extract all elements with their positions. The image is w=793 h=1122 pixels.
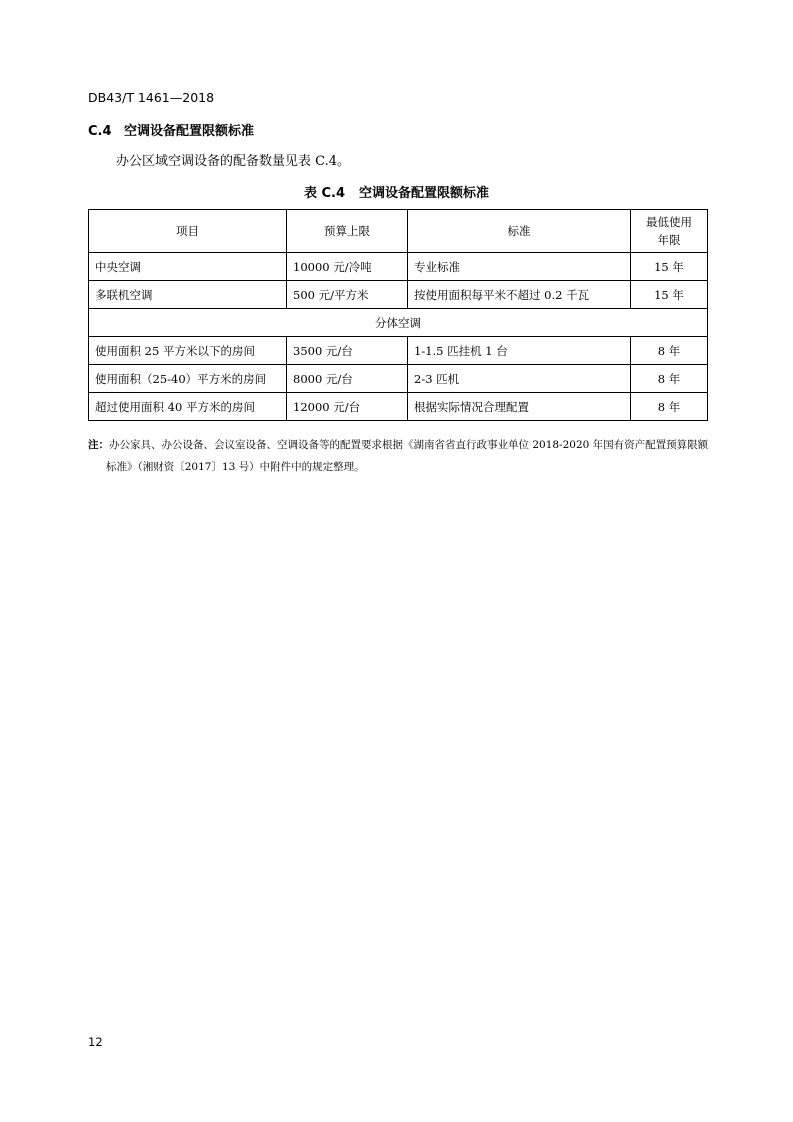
cell-budget: 10000 元/冷吨 [287, 253, 408, 281]
cell-standard: 按使用面积每平米不超过 0.2 千瓦 [408, 281, 631, 309]
table-caption-title: 空调设备配置限额标准 [359, 186, 490, 201]
table-row [89, 281, 708, 309]
header-budget: 预算上限 [287, 210, 408, 253]
cell-budget: 12000 元/台 [287, 393, 408, 421]
cell-life: 8 年 [631, 393, 708, 421]
cell-standard: 1-1.5 匹挂机 1 台 [408, 337, 631, 365]
header-standard: 标准 [408, 210, 631, 253]
note-line-2: 标准》（湘财资〔2017〕13 号）中附件中的规定整理。 [106, 461, 365, 473]
cell-standard: 专业标准 [408, 253, 631, 281]
section-heading [88, 120, 254, 139]
cell-life: 15 年 [631, 281, 708, 309]
table-header-row [89, 210, 708, 253]
section-title: 空调设备配置限额标准 [124, 124, 255, 139]
table-row [89, 393, 708, 421]
document-code: DB43/T 1461—2018 [88, 90, 215, 105]
cell-item: 超过使用面积 40 平方米的房间 [89, 393, 287, 421]
cell-standard: 根据实际情况合理配置 [408, 393, 631, 421]
cell-budget: 8000 元/台 [287, 365, 408, 393]
table-row [89, 253, 708, 281]
cell-life: 15 年 [631, 253, 708, 281]
cell-life: 8 年 [631, 365, 708, 393]
table-row [89, 365, 708, 393]
group-label: 分体空调 [89, 309, 708, 337]
section-number: C.4 [88, 124, 112, 139]
note-line-1 [88, 434, 718, 456]
cell-item: 使用面积（25-40）平方米的房间 [89, 365, 287, 393]
table-caption [0, 182, 793, 201]
cell-budget: 3500 元/台 [287, 337, 408, 365]
header-life-line2: 年限 [657, 233, 681, 247]
table-caption-number: 表 C.4 [303, 186, 346, 201]
cell-item: 多联机空调 [89, 281, 287, 309]
cell-standard: 2-3 匹机 [408, 365, 631, 393]
table-row [89, 337, 708, 365]
quota-table [88, 209, 708, 421]
cell-life: 8 年 [631, 337, 708, 365]
note-label: 注： [88, 439, 109, 451]
header-item: 项目 [89, 210, 287, 253]
intro-paragraph: 办公区域空调设备的配备数量见表 C.4。 [116, 154, 351, 169]
table-group-row [89, 309, 708, 337]
cell-budget: 500 元/平方米 [287, 281, 408, 309]
table-note [88, 434, 718, 478]
header-life [631, 210, 708, 253]
note-text-1: 办公家具、办公设备、会议室设备、空调设备等的配置要求根据《湖南省省直行政事业单位 2018-2020 年国有资产配置预算限额 [109, 439, 709, 451]
cell-item: 中央空调 [89, 253, 287, 281]
cell-item: 使用面积 25 平方米以下的房间 [89, 337, 287, 365]
page-number: 12 [88, 1035, 103, 1049]
header-life-line1: 最低使用 [646, 215, 692, 229]
